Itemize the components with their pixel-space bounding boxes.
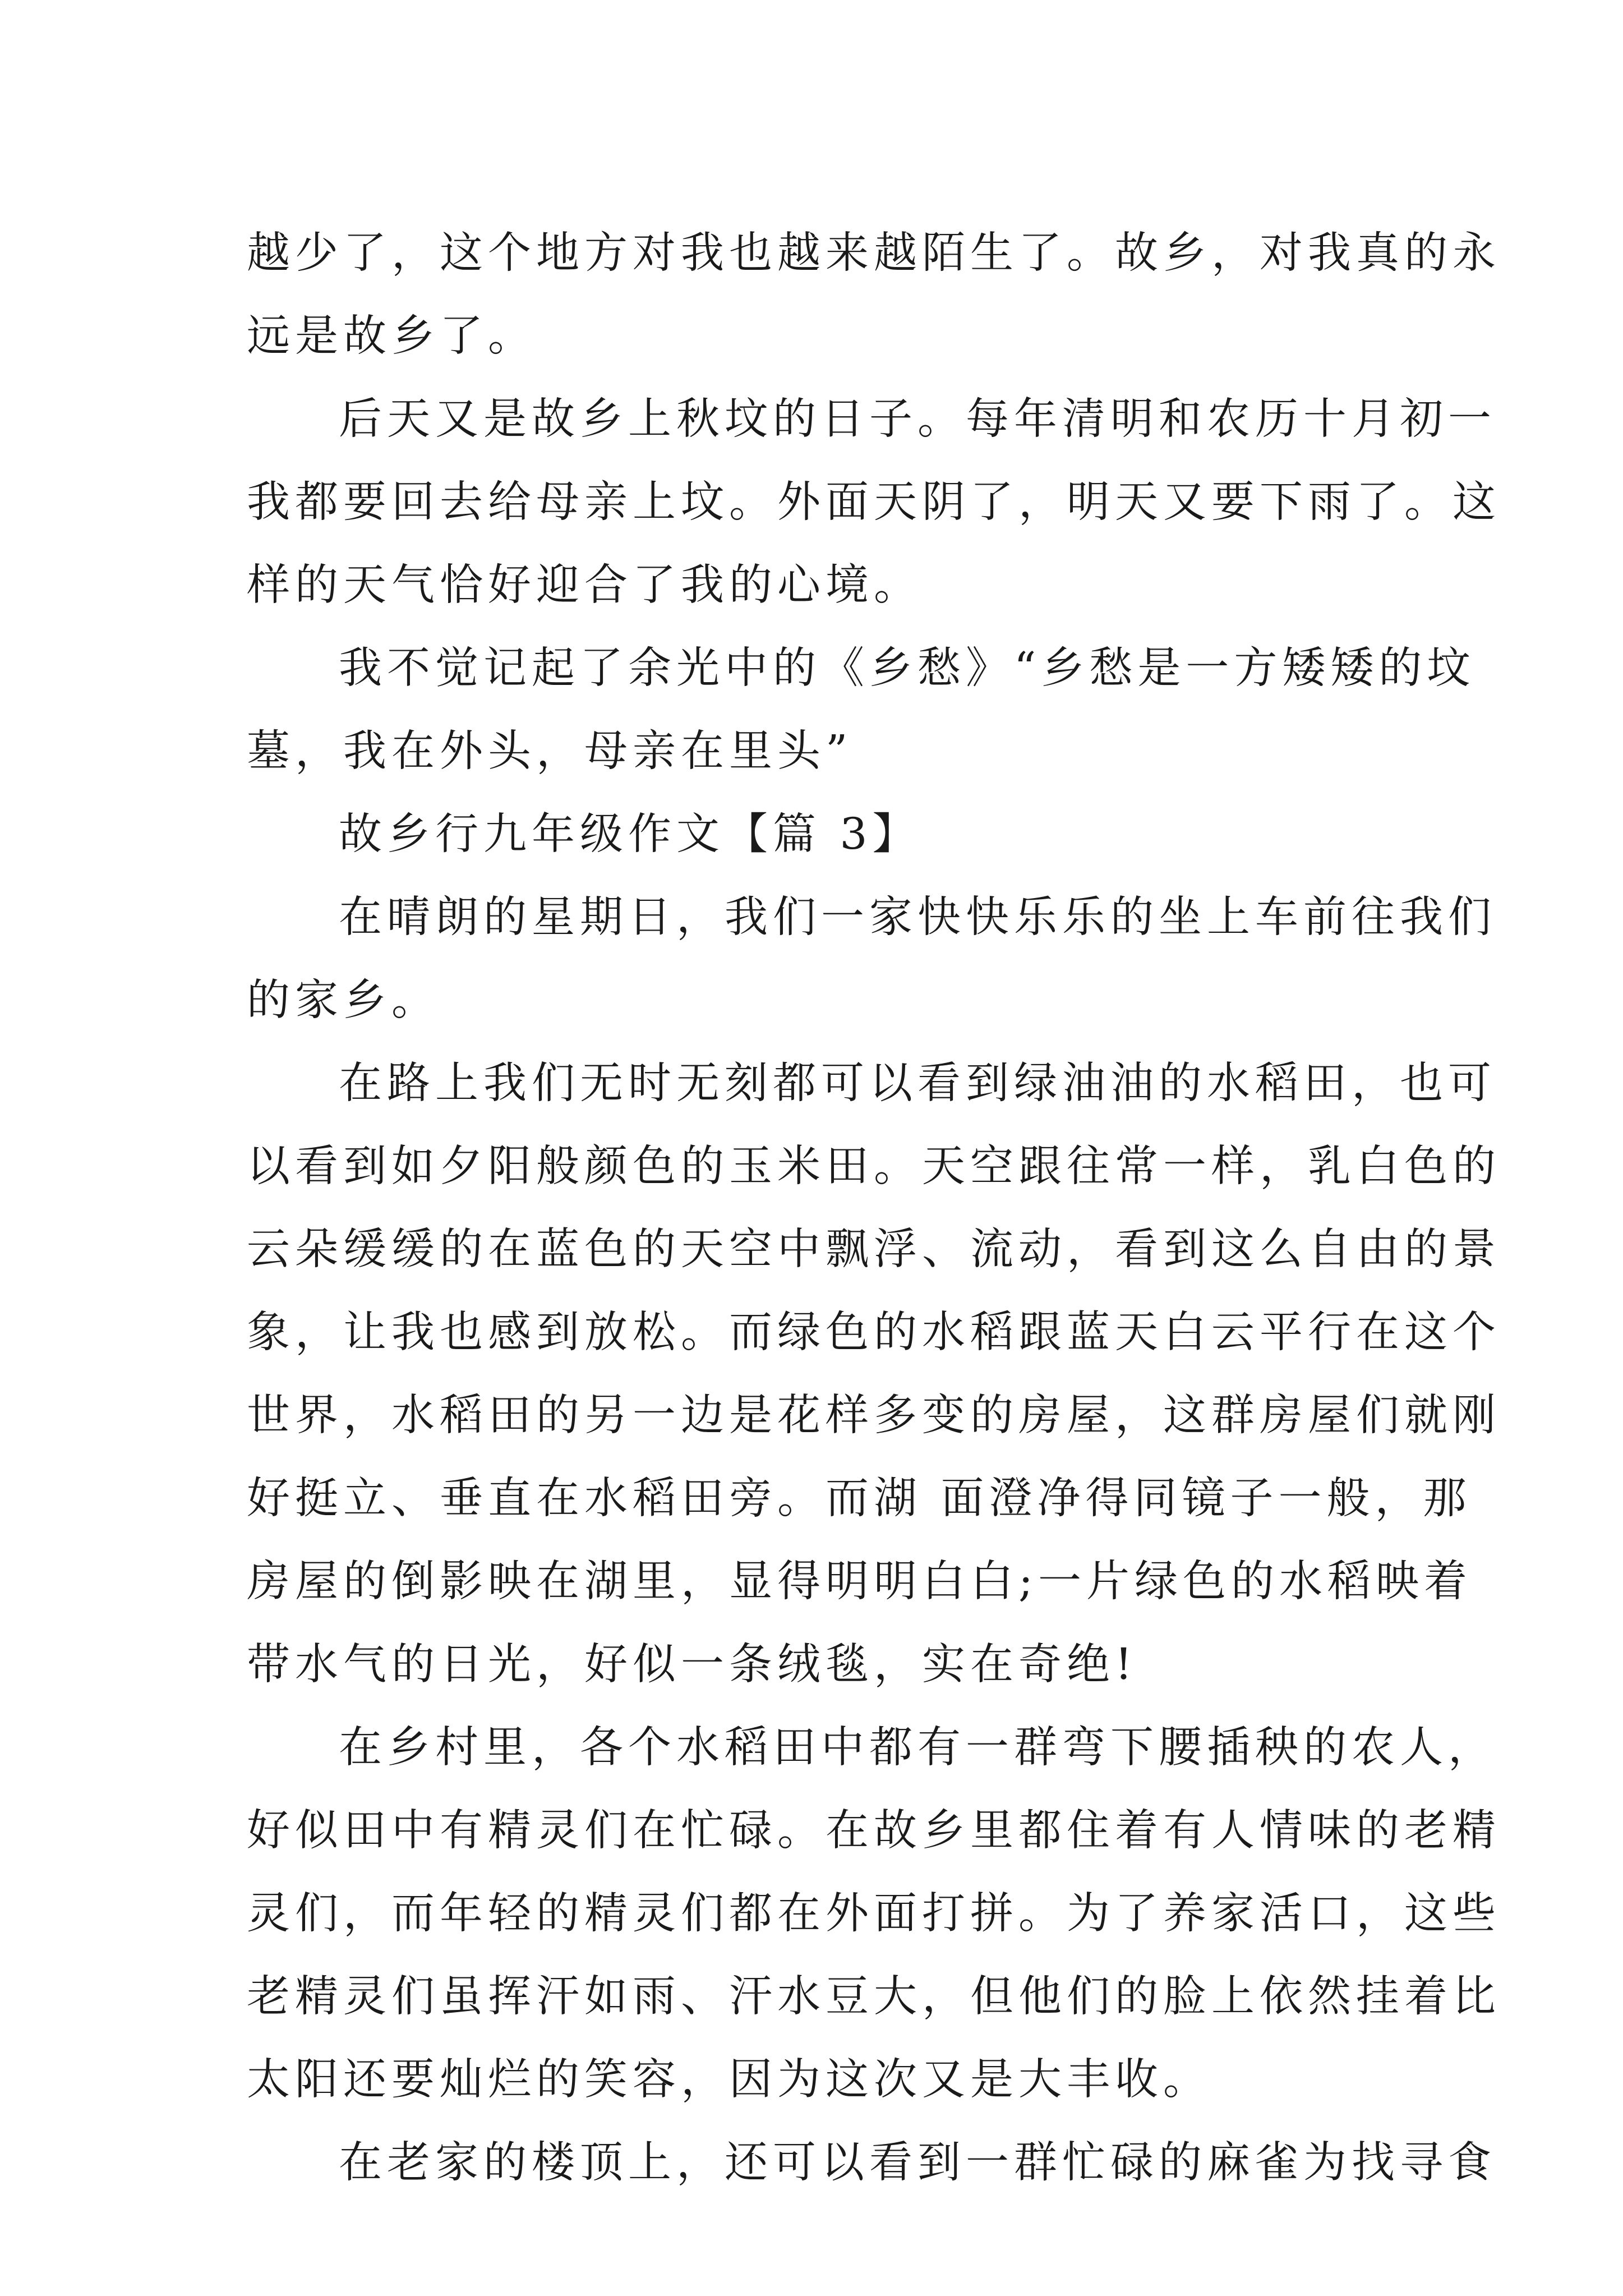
text-line: 老精灵们虽挥汗如雨、汗水豆大，但他们的脸上依然挂着比 bbox=[247, 1972, 1501, 2022]
text-line: 远是故乡了。 bbox=[247, 311, 536, 361]
text-line: 太阳还要灿烂的笑容，因为这次又是大丰收。 bbox=[247, 2055, 1211, 2105]
text-line: 墓，我在外头，母亲在里头” bbox=[247, 726, 853, 776]
text-line: 带水气的日光，好似一条绒毯，实在奇绝! bbox=[247, 1640, 1137, 1690]
text-line: 世界，水稻田的另一边是花样多变的房屋，这群房屋们就刚 bbox=[247, 1391, 1501, 1441]
text-line: 后天又是故乡上秋坟的日子。每年清明和农历十月初一 bbox=[339, 394, 1496, 444]
text-line: 房屋的倒影映在湖里，显得明明白白;一片绿色的水稻映着 bbox=[247, 1557, 1472, 1607]
text-line: 好挺立、垂直在水稻田旁。而湖 面澄净得同镜子一般，那 bbox=[247, 1474, 1472, 1524]
text-line: 的家乡。 bbox=[247, 976, 440, 1025]
text-line: 云朵缓缓的在蓝色的天空中飘浮、流动，看到这么自由的景 bbox=[247, 1225, 1501, 1274]
text-line: 在晴朗的星期日，我们一家快快乐乐的坐上车前往我们 bbox=[339, 892, 1496, 942]
text-line: 以看到如夕阳般颜色的玉米田。天空跟往常一样，乳白色的 bbox=[247, 1142, 1501, 1191]
text-line: 越少了，这个地方对我也越来越陌生了。故乡，对我真的永 bbox=[247, 228, 1501, 278]
text-line: 在乡村里，各个水稻田中都有一群弯下腰插秧的农人， bbox=[339, 1723, 1496, 1773]
section-heading: 故乡行九年级作文【篇 3】 bbox=[339, 809, 921, 859]
text-line: 在路上我们无时无刻都可以看到绿油油的水稻田，也可 bbox=[339, 1059, 1496, 1108]
document-body bbox=[247, 212, 1501, 2205]
text-line: 我不觉记起了余光中的《乡愁》“乡愁是一方矮矮的坟 bbox=[339, 643, 1476, 693]
text-line: 我都要回去给母亲上坟。外面天阴了，明天又要下雨了。这 bbox=[247, 477, 1501, 527]
text-line: 样的天气恰好迎合了我的心境。 bbox=[247, 560, 922, 610]
text-line: 好似田中有精灵们在忙碌。在故乡里都住着有人情味的老精 bbox=[247, 1806, 1501, 1856]
text-line: 象，让我也感到放松。而绿色的水稻跟蓝天白云平行在这个 bbox=[247, 1308, 1501, 1358]
text-line: 在老家的楼顶上，还可以看到一群忙碌的麻雀为找寻食 bbox=[339, 2138, 1496, 2188]
text-line: 灵们，而年轻的精灵们都在外面打拼。为了养家活口，这些 bbox=[247, 1889, 1501, 1939]
